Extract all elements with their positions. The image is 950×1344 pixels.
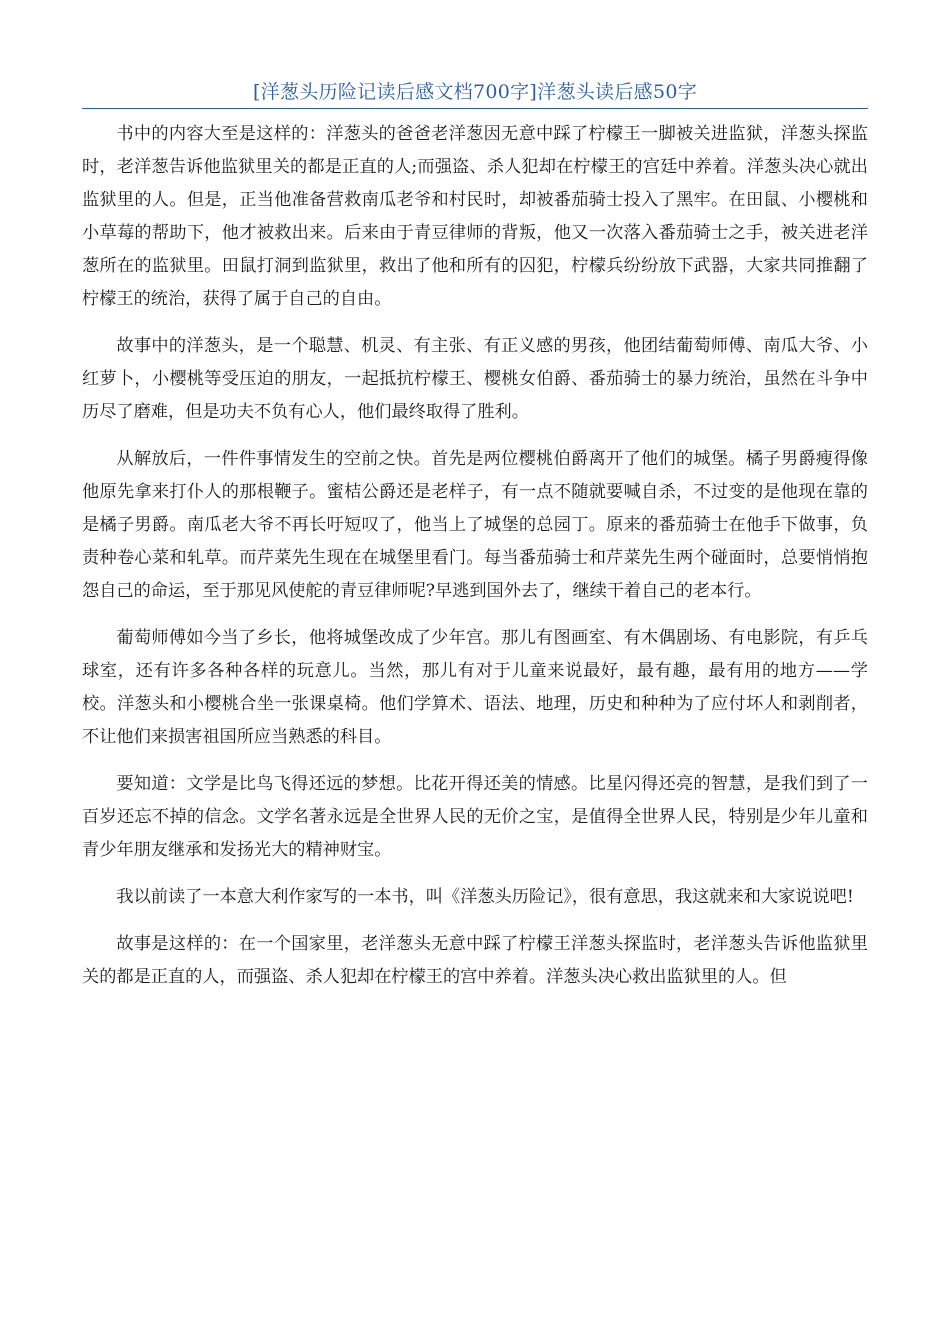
header-divider (82, 108, 868, 109)
paragraph-3: 从解放后，一件件事情发生的空前之快。首先是两位樱桃伯爵离开了他们的城堡。橘子男爵瘦得像他原先拿来打仆人的那根鞭子。蜜桔公爵还是老样子，有一点不随就要喊自杀，不过变的是他现在靠的是橘子男爵。南瓜老大爷不再长吁短叹了，他当上了城堡的总园丁。原来的番茄骑士在他手下做事，负责种卷心菜和轧草。而芹菜先生现在在城堡里看门。每当番茄骑士和芹菜先生两个碰面时，总要悄悄抱怨自己的命运，至于那见风使舵的青豆律师呢?早逃到国外去了，继续干着自己的老本行。 (82, 449, 868, 601)
paragraph-1: 书中的内容大至是这样的：洋葱头的爸爸老洋葱因无意中踩了柠檬王一脚被关进监狱，洋葱头探监时，老洋葱告诉他监狱里关的都是正直的人;而强盗、杀人犯却在柠檬王的宫廷中养着。洋葱头决心就出监狱里的人。但是，正当他准备营救南瓜老爷和村民时，却被番茄骑士投入了黑牢。在田鼠、小樱桃和小草莓的帮助下，他才被救出来。后来由于青豆律师的背叛，他又一次落入番茄骑士之手，被关进老洋葱所在的监狱里。田鼠打洞到监狱里，救出了他和所有的囚犯，柠檬兵纷纷放下武器，大家共同推翻了柠檬王的统治，获得了属于自己的自由。 (82, 124, 868, 309)
document-header-title: [洋葱头历险记读后感文档700字]洋葱头读后感50字 (252, 81, 698, 103)
paragraph-2: 故事中的洋葱头，是一个聪慧、机灵、有主张、有正义感的男孩，他团结葡萄师傅、南瓜大爷、小红萝卜，小樱桃等受压迫的朋友，一起抵抗柠檬王、樱桃女伯爵、番茄骑士的暴力统治，虽然在斗争中历尽了磨难，但是功夫不负有心人，他们最终取得了胜利。 (82, 336, 868, 422)
paragraph-6: 我以前读了一本意大利作家写的一本书，叫《洋葱头历险记》，很有意思，我这就来和大家说说吧! (116, 887, 854, 907)
paragraph-4: 葡萄师傅如今当了乡长，他将城堡改成了少年宫。那儿有图画室、有木偶剧场、有电影院，有乒乓球室，还有许多各种各样的玩意儿。当然，那儿有对于儿童来说最好，最有趣，最有用的地方——学校。洋葱头和小樱桃合坐一张课桌椅。他们学算术、语法、地理，历史和种种为了应付坏人和剥削者，不让他们来损害祖国所应当熟悉的科目。 (82, 628, 868, 747)
paragraph-5: 要知道：文学是比鸟飞得还远的梦想。比花开得还美的情感。比星闪得还亮的智慧，是我们到了一百岁还忘不掉的信念。文学名著永远是全世界人民的无价之宝，是值得全世界人民，特别是少年儿童和青少年朋友继承和发扬光大的精神财宝。 (82, 774, 868, 860)
document-body (82, 118, 868, 1008)
paragraph-7: 故事是这样的：在一个国家里，老洋葱头无意中踩了柠檬王洋葱头探监时，老洋葱头告诉他监狱里关的都是正直的人，而强盗、杀人犯却在柠檬王的宫中养着。洋葱头决心救出监狱里的人。但 (82, 934, 868, 987)
